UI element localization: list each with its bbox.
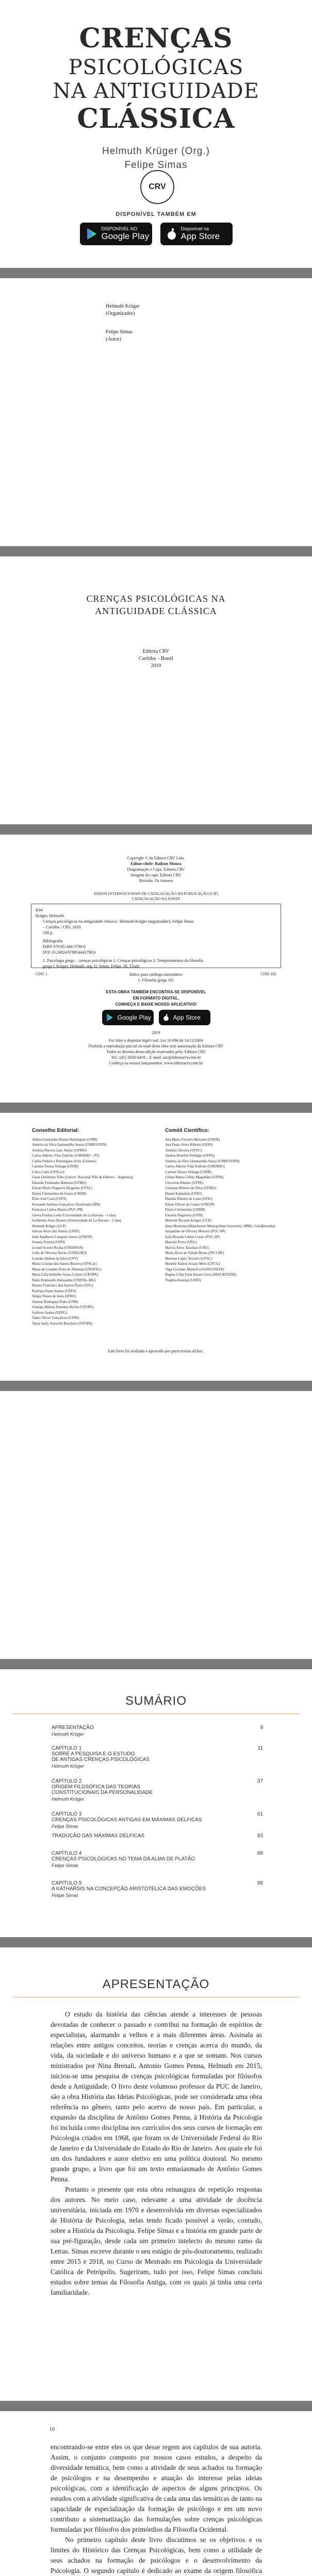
scientific-member: Edson Olivari de Castro (UNESP) bbox=[165, 1202, 215, 1207]
scientific-member: Monilly Ramos Araujo Melo (UFCG) bbox=[165, 1262, 220, 1266]
halftitle-page bbox=[0, 278, 312, 546]
scientific-list bbox=[165, 1137, 284, 1283]
editorial-member: Maria de Lourdes Pinto de Almeida (UNOESC) bbox=[32, 1267, 102, 1272]
toc-entry[interactable] bbox=[52, 1833, 263, 1839]
editorial-member: Andréia da Silva Quintanilha Sousa (UNIR/UFRN) bbox=[32, 1143, 107, 1147]
toc-entry[interactable] bbox=[52, 1745, 263, 1769]
scientific-committee bbox=[165, 1128, 284, 1283]
toc-entry-title: APRESENTAÇÃO bbox=[52, 1725, 94, 1731]
scientific-member: Antônia Oliveira (UFSC) bbox=[165, 1148, 202, 1153]
editorial-member: Gloria Fariñas León (Universidade de La Havana – Cuba) bbox=[32, 1213, 116, 1217]
copyright-line: Diagramação e Capa: Editora CRV bbox=[127, 867, 185, 872]
toc-entry[interactable] bbox=[52, 1778, 263, 1802]
google-play-small: DISPONÍVEL NO bbox=[101, 226, 138, 231]
editorial-member: Fernando Antônio Gonçalves Alcoforado (IPB) bbox=[32, 1202, 101, 1207]
place: Curitiba – Brasil bbox=[139, 656, 173, 662]
editorial-member: Paulo Romualdo Hernandes (UNIFAL-MG) bbox=[32, 1278, 96, 1282]
presentation-paragraph: Portanto o presente que esta obra reinaugura de repetição respostas dos autores. No meio caso, relevante a uma atividade de docência universitária, iniciada em 1970 e desenvolvida em diversas especializados de História de Psicologia, nelas tendo ficado possível a verão, contudo, sobre a História da Psicologia. Felipe Simas e a história em grande parte de sua pré-figuração, desde cada um primeiro intelecto do mesmo ramo da Letras. Simas escreve durante o seu estágio de pós-doutoramento, realizado entre 2015 e 2018, no Curso de Mestrado em Psicologia da Universidade Católica de Petrópolis. Sugeriram, tudo por isso, Felipe Simas concluiu estudos sobre temas da Filosofia Antiga, com os quais já tinha uma certa familiaridade. bbox=[51, 2185, 262, 2296]
editorial-member: Lídia de Oliveira Xavier (UNIEURO) bbox=[32, 1251, 87, 1255]
cip-line: 1. Psicologia grega – crenças psicológicas 2. Crenças psicológicas 3. Temperamentos da filosofia bbox=[43, 958, 203, 963]
google-play-icon bbox=[86, 228, 97, 240]
editorial-member: Leonel Severo Rocha (UNISINOS) bbox=[32, 1245, 84, 1250]
editorial-member: Eduardo Fernandes Barbosa (UFMG) bbox=[32, 1180, 87, 1185]
editorial-member: Elione Maria Nogueira Diogenes (UFAL) bbox=[32, 1186, 92, 1190]
apple-icon bbox=[167, 228, 177, 240]
title-page bbox=[0, 556, 312, 824]
scientific-member: Cristiane Ribeiro da Silva (UFMA) bbox=[165, 1186, 217, 1190]
editorial-member: João Adalberto Campato Junior (UNESP) bbox=[32, 1234, 93, 1239]
toc-entry-author: Felipe Simas bbox=[52, 1893, 79, 1898]
ebook-app-store-badge[interactable] bbox=[159, 1010, 210, 1025]
available-text: DISPONÍVEL TAMBÉM EM bbox=[116, 211, 196, 217]
halftitle-block bbox=[106, 303, 140, 343]
cover-title-line1: CRENÇAS bbox=[79, 23, 233, 54]
presentation-page bbox=[0, 1947, 312, 2401]
app-store-badge[interactable] bbox=[160, 223, 233, 245]
halftitle-org-role: (Organizador) bbox=[106, 311, 135, 316]
cip-line: Bibliografia bbox=[43, 939, 63, 943]
copyright-line: Imagem da capa: Editora CRV bbox=[130, 873, 182, 877]
apple-icon bbox=[163, 1013, 169, 1022]
legal-line: Foi feito o depósito legal conf. Lei 10.994 de 14/12/2004 bbox=[109, 1038, 203, 1043]
scientific-member: Andreia da Silva Quintanilha Sousa (UNIR/UFRN) bbox=[165, 1159, 240, 1163]
editorial-member: Lourdes Helena da Silva (UFV) bbox=[32, 1256, 78, 1261]
scientific-member: Ana Maria Ferreira Menezes (UNEB) bbox=[165, 1137, 220, 1142]
ebook-badge1-label: Google Play bbox=[117, 1014, 151, 1021]
presentation-paragraph: encontrando-se entre eles os que desse regem aos capítulos de sua autoria. Assim, o conjunto composto por nossos casos estudos, a despeito da diversidade temática, bem como a atividade de seus achados na formação de psicólogos e na desempenho e atuação do interesse pelas ideias psicológicas, com a identificação de aspectos de alguns principios. Os estudos com a atividade significativa de cada uma das temáticas de tanto na capacidade de especialização da formação de psicólogo e em um novo contributo a sistematização das formulações sobre crenças psicológicas formuladas por filósofos dos primórdios da Filosofia Ocidental. bbox=[51, 2443, 262, 2533]
editorial-member: Maria Lília Imbiriba Sousa Colares (UFOPA) bbox=[32, 1273, 98, 1277]
index-title: Índice para catálogo sistemático bbox=[129, 972, 183, 977]
publisher: Editora CRV bbox=[142, 649, 170, 654]
cover-title-line4: CLÁSSICA bbox=[77, 103, 235, 134]
editorial-member: Tadeu Oliver Gonçalves (UFPA) bbox=[32, 1316, 79, 1320]
title-page-title bbox=[0, 592, 312, 617]
cip-heading2: CATALOGAÇÃO NA FONTE bbox=[132, 896, 180, 901]
toc-entry[interactable] bbox=[52, 1811, 263, 1829]
cip-line: grega I. Krüger, Helmuth, org. II. Simas, Felipe. III. Título bbox=[43, 964, 140, 969]
ebook-block bbox=[0, 989, 312, 1008]
editorial-member: Maria Cristina dos Santos Bezerra (UFSCar) bbox=[32, 1262, 97, 1266]
google-play-badge[interactable] bbox=[80, 223, 152, 245]
scientific-member: Carmen Tereza Velanga (UNIR) bbox=[165, 1170, 212, 1174]
copyright-block bbox=[0, 855, 312, 884]
ebook-line3: CONHEÇA E BAIXE NOSSO APLICATIVO! bbox=[115, 1002, 197, 1007]
cdu: CDU 1 bbox=[36, 972, 47, 976]
google-play-label: Google Play bbox=[101, 231, 150, 241]
editorial-member: Guillermo Arias Beatón (Universidade de La Havana – Cuba) bbox=[32, 1218, 122, 1223]
cip-line: 108 p. bbox=[43, 930, 53, 935]
copyright-page bbox=[0, 835, 312, 1103]
toc-entry-page: 61 bbox=[257, 1811, 263, 1817]
scientific-member: Marcelo Porto (UEG) bbox=[165, 1240, 197, 1244]
editorial-member: Rodrigo Pratte-Santos (UFES) bbox=[32, 1289, 76, 1293]
toc-entry-author: Helmuth Krüger bbox=[52, 1732, 85, 1737]
toc-entry-page: 11 bbox=[257, 1745, 263, 1751]
scientific-member: Daniel Espíndola (UFRJ) bbox=[165, 1191, 202, 1196]
toc-entry-page: 83 bbox=[257, 1833, 263, 1839]
editorial-member: Antônio Pereira Gaio Júnior (UFRRJ) bbox=[32, 1148, 87, 1153]
cover-author1: Helmuth Krüger (Org.) bbox=[102, 146, 210, 157]
scientific-member: Marcia Alves Tassinari (USU) bbox=[165, 1245, 209, 1250]
copyright-year: 2019 bbox=[152, 1030, 160, 1035]
editorial-member: Jailson Alves dos Santos (UFRJ) bbox=[32, 1229, 79, 1233]
editorial-title: Conselho Editorial: bbox=[32, 1128, 79, 1133]
scientific-member: Cleverton Ribeiro (UFPA) bbox=[165, 1180, 204, 1185]
editorial-member: Celso Conti (UFSCar) bbox=[32, 1170, 64, 1174]
toc-entry-title: CAPÍTULO 1 SOBRE A PESQUISA E O ESTUDO DE ANTIGAS CRENÇAS PSICOLÓGICAS bbox=[52, 1745, 150, 1762]
cip-line: DOI 10.24824/978854443798.6 bbox=[43, 950, 96, 955]
presentation-continued-body bbox=[51, 2442, 262, 2576]
copyright-line: Copyright © da Editora CRV Ltda. bbox=[127, 856, 185, 860]
legal-line: Proibida a reprodução parcial ou total desta obra sem autorização da Editora CRV bbox=[88, 1044, 224, 1048]
scientific-member: Olga Ceciliato Mattioli (ASSIS/UNESP) bbox=[165, 1267, 224, 1272]
editorial-member: Elizeu Clementino de Souza (UNEB) bbox=[32, 1191, 86, 1196]
presentation-body bbox=[51, 2009, 262, 2298]
presentation-paragraph: O estudo da história das ciências atende a interesses de pessoas devotadas de conhecer o passado e contribui na formação de espíritos de especialistas, alarmando a velhos e a mais diferentes áreas. Assinala as relações entre antigos conceitos, teorias e crenças acerca do mundo, da vida, da sociedade e do universo humano e a que se somam. Nos cursos ministrados por Nina Brenali, Antonio Gomes Penna, Helmuth em 2015, iniciou-se uma pesquisa de crenças psicológicas formuladas por filósofos desde a Antiguidade. O livro deste volumoso professor da PUC de Janeiro, são a obra História das Ideias Psicológicas, pode ser considerada uma obra referência no gênero, tanto pelo acervo de nosso país. Em particular, a expansão da disciplina de Antônio Gomes Penna, à História da Psicologia foi incluída como disciplina nos currículos dos seus cursos de formação em Psicologia criados em 1968, que foram os de Universidade Federal do Rio de Janeiro e da Universidade do Estado do Rio de Janeiro. Aos quais ele foi um dos fundadores e autor eletivo em uma política doutoral. No mesmo grande grupo, a livro que foi um texto entusiasmado de Antônio Gomes Penna. bbox=[51, 2010, 262, 2183]
scientific-member: Regina Célia Faria Amaro Giora (MACKENZIE) bbox=[165, 1273, 237, 1277]
editorial-member: Élsio José Corá (UFFS) bbox=[32, 1197, 67, 1201]
scientific-member: Andrea Bomfim Perdigão (UFPA) bbox=[165, 1154, 215, 1158]
scientific-member: Elizeu Clementino (UNEB) bbox=[165, 1208, 205, 1212]
toc-page bbox=[0, 1669, 312, 1937]
cover-title-line2: PSICOLÓGICAS bbox=[68, 56, 244, 79]
google-play-icon bbox=[106, 1013, 113, 1022]
editorial-member: Josania Portela (UFPI) bbox=[32, 1240, 65, 1244]
halftitle-author: Felipe Simas bbox=[106, 329, 133, 335]
page-number: 10 bbox=[50, 2427, 55, 2432]
scientific-member: Carlos Alberto Vilar Estêvão (UMINHO) bbox=[165, 1164, 225, 1168]
editorial-member: Francisco Carlos Duarte (PUC-PR) bbox=[32, 1208, 83, 1212]
cip-line: – Curitiba : CRV, 2019. bbox=[43, 925, 82, 929]
legal-block bbox=[0, 1038, 312, 1066]
title-page-imprint bbox=[0, 648, 312, 670]
legal-line: Tel.: (41) 3039-6418 – E-mail: sac@editoracrv.com.br bbox=[111, 1055, 201, 1060]
halftitle-org: Helmuth Krüger bbox=[106, 303, 140, 309]
editorial-member: Helmuth Krüger (UCP) bbox=[32, 1224, 67, 1228]
scientific-member: Virgínia Kastrup (UFRJ) bbox=[165, 1278, 201, 1282]
toc-entry-title: CAPÍTULO 3 CRENÇAS PSICOLÓGICAS ANTIGAS EM MÁXIMAS DÉLFICAS bbox=[52, 1811, 202, 1823]
app-store-label: App Store bbox=[180, 231, 220, 241]
title-line1: CRENÇAS PSICOLÓGICAS NA bbox=[86, 594, 226, 604]
cip-heading1: DADOS INTERNACIONAIS DE CATALOGAÇÃO NA PUBLICAÇÃO (CIP) bbox=[93, 891, 219, 896]
editorial-council bbox=[32, 1128, 151, 1326]
halftitle-author-role: (Autor) bbox=[106, 336, 121, 342]
legal-line: Todos os direitos desta edição reservados pela: Editora CRV bbox=[106, 1049, 206, 1054]
scientific-member: Ilana Mountian (Manchester Metropolitan University, MMU, Grã-Bretanha) bbox=[165, 1224, 275, 1228]
ebook-google-play-badge[interactable] bbox=[102, 1010, 154, 1025]
cover-page bbox=[0, 0, 312, 268]
store-badges bbox=[0, 223, 312, 245]
cip-line: Crenças psicológicas na antiguidade clássica / Helmuth Krüger (organizador), Felipe Simas bbox=[43, 919, 194, 924]
scientific-title: Comitê Científico: bbox=[165, 1128, 209, 1133]
index-line: 1. Filosofia grega 181 bbox=[138, 978, 174, 982]
toc-entry-title: CAPÍTULO 2 ORIGEM FILOSÓFICA DAS TEORIAS CONSTITUCIONAIS DA PERSONALIDADE bbox=[52, 1778, 153, 1795]
toc-entry-page: 89 bbox=[257, 1851, 263, 1856]
crv-logo: CRV bbox=[140, 170, 174, 204]
toc-entry-author: Helmuth Krüger bbox=[52, 1797, 85, 1802]
editorial-member: Renato Francisco dos Santos Paula (UFG) bbox=[32, 1283, 93, 1287]
presentation-title: APRESENTAÇÃO bbox=[102, 1977, 210, 1991]
toc-entry-page: 99 bbox=[257, 1880, 263, 1886]
ebook-line2: EM FORMATO DIGITAL. bbox=[133, 996, 179, 1001]
cdd: CDD 181 bbox=[260, 972, 276, 976]
cip-line: Krüger, Helmuth. bbox=[36, 913, 65, 918]
scientific-member: Celina Maria Colino Magalhães (UFPA) bbox=[165, 1175, 224, 1179]
cip-line: K94 bbox=[36, 908, 43, 912]
scientific-member: João Ricardo Lebert Cozac (PUC-SP) bbox=[165, 1234, 220, 1239]
cip-line: ISBN 978-85-444-3798-6 bbox=[43, 944, 86, 949]
editorial-member: Tania Suely Azevedo Brasileiro (UFOPA) bbox=[32, 1321, 93, 1326]
cover-title-line3: NA ANTIGUIDADE bbox=[53, 79, 259, 103]
toc-entry-author: Felipe Simas bbox=[52, 1863, 79, 1868]
toc-entry[interactable] bbox=[52, 1725, 263, 1737]
editorial-list bbox=[32, 1137, 151, 1327]
editorial-member: Sérgio Nunes de Jesus (IFRO) bbox=[32, 1294, 76, 1298]
index-block bbox=[0, 972, 312, 983]
toc-entry-author: Felipe Simas bbox=[52, 1824, 79, 1829]
scientific-member: Daniela Ribeiro de Lima (UFRJ) bbox=[165, 1197, 213, 1201]
ebook-badge2-label: App Store bbox=[173, 1014, 201, 1021]
toc-entry-page: 9 bbox=[260, 1725, 263, 1731]
title-line2: ANTIGUIDADE CLÁSSICA bbox=[95, 606, 217, 616]
ebook-badges bbox=[0, 1010, 312, 1025]
editorial-member: Simone Rodrigues Pinto (UNB) bbox=[32, 1299, 78, 1304]
toc-entry-title: TRADUÇÃO DAS MÁXIMAS DÉLFICAS bbox=[52, 1833, 145, 1839]
cover-author2: Felipe Simas bbox=[124, 160, 188, 171]
toc-entry-title: CAPÍTULO 5 A KATHARSIS NA CONCEPÇÃO ARISTOTÉLICA DAS EMOÇÕES bbox=[52, 1880, 206, 1892]
scientific-member: Mariana Lopez Teixeira (UFSC) bbox=[165, 1256, 212, 1261]
scientific-member: Fauston Negreiros (UFPI) bbox=[165, 1213, 203, 1217]
copyright-line: Editor-chefe: Railson Moura bbox=[130, 861, 182, 866]
year: 2019 bbox=[151, 663, 161, 669]
copyright-line: Revisão: Os Autores bbox=[139, 878, 173, 883]
toc-entry-page: 37 bbox=[257, 1778, 263, 1784]
editorial-member: Carlos Federico Dominguez Avila (Unieuro) bbox=[32, 1159, 96, 1163]
councils-page bbox=[0, 1113, 312, 1381]
presentation-paragraph: No primeiro capítulo deste livro discutimos se os objetivos e os limites do Histórico das Crenças Psicológicas, bem como a utilidade de seus achados na formação de psicólogos e o desenvolvimento da Psicologia. O segundo capítulo é dedicado ao exame da origem filosófica bbox=[51, 2536, 262, 2574]
toc-entry-author: Helmuth Krüger bbox=[52, 1764, 85, 1769]
editorial-member: Solange Helena Ximenes-Rocha (UFOPA) bbox=[32, 1305, 94, 1309]
editorial-member: Cesar Gerónimo Tello (Univer. Nacional Três de Febrero – Argentina) bbox=[32, 1175, 134, 1179]
cip-heading bbox=[0, 891, 312, 902]
editorial-member: Carlos Alberto Vilar Estêvão (UMINHO – PT) bbox=[32, 1154, 100, 1158]
toc-entry-title: CAPÍTULO 4 CRENÇAS PSICOLÓGICAS NO TEMA DA ALMA DE PLATÃO bbox=[52, 1851, 195, 1862]
legal-line: Conheça os nossos lançamentos: www.editoracrv.com.br bbox=[109, 1061, 203, 1065]
presentation-continued-page bbox=[0, 2411, 312, 2576]
scientific-member: Jacqueline de Oliveira Moreira (PUC-SP) bbox=[165, 1229, 226, 1233]
ebook-line1: ESTA OBRA TAMBÉM ENCONTRA-SE DISPONÍVEL bbox=[106, 990, 206, 994]
toc-entry[interactable] bbox=[52, 1880, 263, 1898]
scientific-member: Ana Paula Alves Ribeiro (UERJ) bbox=[165, 1143, 213, 1147]
editorial-member: Carmen Tereza Velanga (UNIR) bbox=[32, 1164, 79, 1168]
blank-page bbox=[0, 1391, 312, 1659]
scientific-member: Helmuth Ricardo Krüger (UCP) bbox=[165, 1218, 212, 1223]
editorial-member: Sydione Santos (UEPG) bbox=[32, 1310, 68, 1315]
app-store-small: Disponível na bbox=[180, 226, 209, 231]
scientific-member: Maria Alves de Toledo Bruns (FFCLRP) bbox=[165, 1251, 224, 1255]
toc-title: SUMÁRIO bbox=[125, 1694, 187, 1708]
toc-entry[interactable] bbox=[52, 1851, 263, 1868]
editorial-member: Aldira Guimarães Duarte Domínguez (UNB) bbox=[32, 1137, 97, 1142]
review-note: Este livro foi avaliado e aprovado por pareceristas ad hoc. bbox=[108, 1349, 204, 1353]
